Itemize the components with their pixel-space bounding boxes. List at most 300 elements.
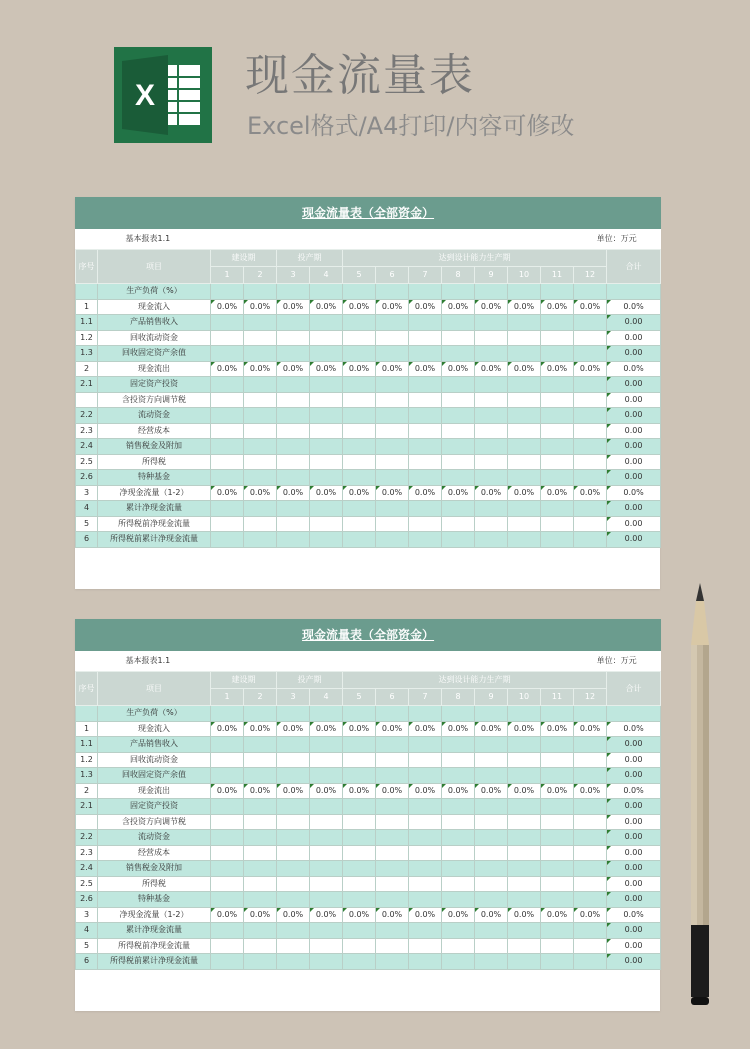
row-value-cell[interactable] — [541, 532, 574, 548]
row-value-cell[interactable] — [442, 346, 475, 362]
row-value-cell[interactable] — [409, 876, 442, 892]
row-value-cell[interactable] — [409, 768, 442, 784]
row-value-cell[interactable] — [508, 330, 541, 346]
row-value-cell[interactable] — [442, 408, 475, 424]
row-value-cell[interactable] — [508, 470, 541, 486]
row-value-cell[interactable] — [211, 408, 244, 424]
row-value-cell[interactable] — [376, 752, 409, 768]
row-value-cell[interactable]: 0.0% — [508, 721, 541, 737]
row-value-cell[interactable] — [277, 737, 310, 753]
row-value-cell[interactable] — [409, 516, 442, 532]
row-value-cell[interactable] — [244, 768, 277, 784]
row-value-cell[interactable] — [475, 954, 508, 970]
row-value-cell[interactable] — [508, 392, 541, 408]
row-value-cell[interactable] — [343, 346, 376, 362]
row-value-cell[interactable] — [475, 284, 508, 300]
row-value-cell[interactable] — [310, 814, 343, 830]
row-value-cell[interactable] — [442, 892, 475, 908]
row-value-cell[interactable] — [244, 830, 277, 846]
row-value-cell[interactable]: 0.0% — [211, 907, 244, 923]
row-value-cell[interactable]: 0.0% — [277, 361, 310, 377]
row-value-cell[interactable] — [277, 346, 310, 362]
row-value-cell[interactable]: 0.0% — [442, 361, 475, 377]
row-value-cell[interactable]: 0.0% — [541, 485, 574, 501]
row-value-cell[interactable] — [475, 861, 508, 877]
row-value-cell[interactable] — [541, 470, 574, 486]
row-value-cell[interactable] — [211, 377, 244, 393]
row-value-cell[interactable]: 0.0% — [574, 361, 607, 377]
row-value-cell[interactable] — [211, 768, 244, 784]
row-value-cell[interactable] — [541, 923, 574, 939]
row-value-cell[interactable] — [442, 814, 475, 830]
row-value-cell[interactable] — [244, 737, 277, 753]
row-value-cell[interactable]: 0.0% — [442, 907, 475, 923]
row-value-cell[interactable]: 0.0% — [277, 907, 310, 923]
row-value-cell[interactable]: 0.0% — [211, 361, 244, 377]
row-value-cell[interactable] — [475, 845, 508, 861]
row-value-cell[interactable]: 0.0% — [475, 361, 508, 377]
row-value-cell[interactable] — [409, 830, 442, 846]
row-value-cell[interactable]: 0.0% — [310, 361, 343, 377]
row-value-cell[interactable] — [475, 892, 508, 908]
row-value-cell[interactable] — [343, 737, 376, 753]
row-value-cell[interactable] — [574, 830, 607, 846]
row-value-cell[interactable] — [211, 954, 244, 970]
row-value-cell[interactable]: 0.0% — [277, 299, 310, 315]
row-value-cell[interactable] — [310, 845, 343, 861]
row-value-cell[interactable] — [277, 516, 310, 532]
row-value-cell[interactable] — [376, 814, 409, 830]
row-value-cell[interactable] — [409, 706, 442, 722]
row-value-cell[interactable] — [310, 408, 343, 424]
row-value-cell[interactable] — [409, 501, 442, 517]
row-value-cell[interactable] — [574, 845, 607, 861]
row-value-cell[interactable] — [442, 423, 475, 439]
row-value-cell[interactable] — [343, 845, 376, 861]
row-value-cell[interactable] — [211, 330, 244, 346]
row-value-cell[interactable] — [442, 737, 475, 753]
row-value-cell[interactable] — [277, 876, 310, 892]
row-value-cell[interactable] — [376, 799, 409, 815]
row-value-cell[interactable] — [310, 470, 343, 486]
row-value-cell[interactable] — [442, 752, 475, 768]
row-value-cell[interactable] — [475, 814, 508, 830]
row-value-cell[interactable] — [343, 315, 376, 331]
row-value-cell[interactable] — [244, 799, 277, 815]
row-value-cell[interactable]: 0.0% — [343, 299, 376, 315]
row-value-cell[interactable] — [343, 923, 376, 939]
row-value-cell[interactable] — [376, 845, 409, 861]
row-value-cell[interactable]: 0.0% — [244, 361, 277, 377]
row-value-cell[interactable] — [211, 799, 244, 815]
row-value-cell[interactable] — [277, 830, 310, 846]
row-value-cell[interactable] — [574, 768, 607, 784]
row-value-cell[interactable] — [310, 923, 343, 939]
row-value-cell[interactable] — [343, 377, 376, 393]
row-value-cell[interactable] — [211, 315, 244, 331]
row-value-cell[interactable] — [574, 346, 607, 362]
row-value-cell[interactable] — [277, 892, 310, 908]
row-value-cell[interactable] — [541, 876, 574, 892]
row-value-cell[interactable] — [508, 923, 541, 939]
row-value-cell[interactable] — [475, 923, 508, 939]
row-value-cell[interactable] — [508, 752, 541, 768]
row-value-cell[interactable] — [508, 814, 541, 830]
row-value-cell[interactable] — [541, 954, 574, 970]
row-value-cell[interactable] — [508, 532, 541, 548]
row-value-cell[interactable] — [508, 861, 541, 877]
row-value-cell[interactable] — [244, 845, 277, 861]
row-value-cell[interactable] — [310, 516, 343, 532]
row-value-cell[interactable] — [310, 439, 343, 455]
row-value-cell[interactable] — [277, 768, 310, 784]
row-value-cell[interactable] — [442, 439, 475, 455]
row-value-cell[interactable]: 0.0% — [475, 485, 508, 501]
row-value-cell[interactable] — [508, 377, 541, 393]
row-value-cell[interactable] — [409, 470, 442, 486]
row-value-cell[interactable] — [211, 423, 244, 439]
row-value-cell[interactable] — [244, 377, 277, 393]
row-value-cell[interactable] — [343, 501, 376, 517]
row-value-cell[interactable] — [574, 284, 607, 300]
row-value-cell[interactable]: 0.0% — [508, 361, 541, 377]
row-value-cell[interactable]: 0.0% — [574, 783, 607, 799]
row-value-cell[interactable] — [409, 346, 442, 362]
row-value-cell[interactable] — [508, 876, 541, 892]
row-value-cell[interactable] — [343, 768, 376, 784]
row-value-cell[interactable] — [244, 876, 277, 892]
row-value-cell[interactable] — [244, 516, 277, 532]
row-value-cell[interactable] — [277, 799, 310, 815]
row-value-cell[interactable] — [310, 501, 343, 517]
row-value-cell[interactable] — [211, 938, 244, 954]
row-value-cell[interactable] — [475, 532, 508, 548]
row-value-cell[interactable]: 0.0% — [508, 783, 541, 799]
row-value-cell[interactable] — [508, 501, 541, 517]
row-value-cell[interactable] — [574, 876, 607, 892]
row-value-cell[interactable] — [541, 315, 574, 331]
row-value-cell[interactable]: 0.0% — [343, 721, 376, 737]
row-value-cell[interactable]: 0.0% — [442, 299, 475, 315]
row-value-cell[interactable] — [244, 532, 277, 548]
row-value-cell[interactable] — [574, 799, 607, 815]
row-value-cell[interactable] — [244, 892, 277, 908]
row-value-cell[interactable] — [343, 423, 376, 439]
row-value-cell[interactable]: 0.0% — [343, 783, 376, 799]
row-value-cell[interactable] — [244, 501, 277, 517]
row-value-cell[interactable] — [310, 938, 343, 954]
row-value-cell[interactable]: 0.0% — [343, 485, 376, 501]
row-value-cell[interactable] — [541, 830, 574, 846]
row-value-cell[interactable] — [409, 532, 442, 548]
row-value-cell[interactable] — [343, 876, 376, 892]
row-value-cell[interactable] — [211, 861, 244, 877]
row-value-cell[interactable] — [475, 830, 508, 846]
row-value-cell[interactable]: 0.0% — [343, 361, 376, 377]
row-value-cell[interactable] — [574, 752, 607, 768]
row-value-cell[interactable] — [475, 501, 508, 517]
row-value-cell[interactable] — [409, 737, 442, 753]
row-value-cell[interactable] — [376, 454, 409, 470]
row-value-cell[interactable] — [244, 706, 277, 722]
row-value-cell[interactable] — [310, 954, 343, 970]
row-value-cell[interactable]: 0.0% — [310, 783, 343, 799]
row-value-cell[interactable]: 0.0% — [409, 907, 442, 923]
row-value-cell[interactable] — [376, 938, 409, 954]
row-value-cell[interactable] — [244, 470, 277, 486]
row-value-cell[interactable] — [376, 408, 409, 424]
row-value-cell[interactable] — [310, 284, 343, 300]
row-value-cell[interactable] — [574, 516, 607, 532]
row-value-cell[interactable] — [343, 830, 376, 846]
row-value-cell[interactable] — [376, 768, 409, 784]
row-value-cell[interactable]: 0.0% — [244, 783, 277, 799]
row-value-cell[interactable] — [211, 284, 244, 300]
row-value-cell[interactable] — [409, 938, 442, 954]
row-value-cell[interactable] — [376, 830, 409, 846]
row-value-cell[interactable]: 0.0% — [574, 907, 607, 923]
row-value-cell[interactable] — [508, 439, 541, 455]
row-value-cell[interactable] — [409, 799, 442, 815]
row-value-cell[interactable] — [409, 439, 442, 455]
row-value-cell[interactable] — [442, 470, 475, 486]
row-value-cell[interactable] — [277, 392, 310, 408]
row-value-cell[interactable] — [442, 861, 475, 877]
row-value-cell[interactable] — [541, 377, 574, 393]
row-value-cell[interactable] — [277, 439, 310, 455]
row-value-cell[interactable]: 0.0% — [508, 299, 541, 315]
row-value-cell[interactable] — [409, 377, 442, 393]
row-value-cell[interactable]: 0.0% — [475, 907, 508, 923]
row-value-cell[interactable] — [211, 501, 244, 517]
row-value-cell[interactable] — [211, 454, 244, 470]
row-value-cell[interactable] — [277, 315, 310, 331]
row-value-cell[interactable] — [409, 408, 442, 424]
row-value-cell[interactable] — [442, 501, 475, 517]
row-value-cell[interactable] — [211, 439, 244, 455]
row-value-cell[interactable] — [343, 408, 376, 424]
row-value-cell[interactable] — [376, 876, 409, 892]
row-value-cell[interactable] — [442, 284, 475, 300]
row-value-cell[interactable] — [277, 752, 310, 768]
row-value-cell[interactable] — [475, 470, 508, 486]
row-value-cell[interactable]: 0.0% — [409, 299, 442, 315]
row-value-cell[interactable] — [409, 315, 442, 331]
row-value-cell[interactable] — [211, 892, 244, 908]
row-value-cell[interactable] — [442, 954, 475, 970]
row-value-cell[interactable] — [310, 454, 343, 470]
row-value-cell[interactable] — [343, 814, 376, 830]
row-value-cell[interactable] — [244, 861, 277, 877]
row-value-cell[interactable] — [442, 830, 475, 846]
row-value-cell[interactable] — [409, 845, 442, 861]
row-value-cell[interactable] — [442, 454, 475, 470]
row-value-cell[interactable] — [574, 408, 607, 424]
row-value-cell[interactable] — [244, 346, 277, 362]
row-value-cell[interactable] — [409, 423, 442, 439]
row-value-cell[interactable]: 0.0% — [310, 721, 343, 737]
row-value-cell[interactable] — [211, 814, 244, 830]
row-value-cell[interactable] — [541, 938, 574, 954]
row-value-cell[interactable] — [541, 768, 574, 784]
row-value-cell[interactable] — [343, 392, 376, 408]
row-value-cell[interactable]: 0.0% — [475, 721, 508, 737]
row-value-cell[interactable]: 0.0% — [211, 485, 244, 501]
row-value-cell[interactable] — [508, 516, 541, 532]
row-value-cell[interactable] — [574, 737, 607, 753]
row-value-cell[interactable]: 0.0% — [475, 783, 508, 799]
row-value-cell[interactable] — [343, 330, 376, 346]
row-value-cell[interactable] — [244, 814, 277, 830]
row-value-cell[interactable]: 0.0% — [211, 299, 244, 315]
row-value-cell[interactable] — [508, 845, 541, 861]
row-value-cell[interactable]: 0.0% — [277, 783, 310, 799]
row-value-cell[interactable] — [541, 845, 574, 861]
row-value-cell[interactable] — [574, 954, 607, 970]
row-value-cell[interactable] — [475, 439, 508, 455]
row-value-cell[interactable] — [244, 330, 277, 346]
row-value-cell[interactable] — [376, 892, 409, 908]
row-value-cell[interactable] — [211, 532, 244, 548]
row-value-cell[interactable] — [310, 876, 343, 892]
row-value-cell[interactable] — [376, 392, 409, 408]
row-value-cell[interactable] — [244, 938, 277, 954]
row-value-cell[interactable] — [475, 938, 508, 954]
row-value-cell[interactable] — [508, 284, 541, 300]
row-value-cell[interactable] — [442, 377, 475, 393]
row-value-cell[interactable] — [541, 439, 574, 455]
row-value-cell[interactable] — [277, 814, 310, 830]
row-value-cell[interactable]: 0.0% — [244, 721, 277, 737]
row-value-cell[interactable] — [211, 392, 244, 408]
row-value-cell[interactable] — [277, 284, 310, 300]
row-value-cell[interactable]: 0.0% — [376, 485, 409, 501]
row-value-cell[interactable] — [376, 330, 409, 346]
row-value-cell[interactable] — [541, 861, 574, 877]
row-value-cell[interactable] — [574, 501, 607, 517]
row-value-cell[interactable]: 0.0% — [508, 485, 541, 501]
row-value-cell[interactable]: 0.0% — [541, 299, 574, 315]
row-value-cell[interactable] — [442, 330, 475, 346]
row-value-cell[interactable] — [211, 706, 244, 722]
row-value-cell[interactable] — [376, 470, 409, 486]
row-value-cell[interactable] — [376, 315, 409, 331]
row-value-cell[interactable]: 0.0% — [211, 783, 244, 799]
row-value-cell[interactable] — [343, 954, 376, 970]
row-value-cell[interactable] — [508, 346, 541, 362]
row-value-cell[interactable] — [508, 454, 541, 470]
row-value-cell[interactable] — [442, 706, 475, 722]
row-value-cell[interactable]: 0.0% — [310, 299, 343, 315]
row-value-cell[interactable] — [409, 892, 442, 908]
row-value-cell[interactable] — [211, 830, 244, 846]
row-value-cell[interactable] — [211, 470, 244, 486]
row-value-cell[interactable] — [277, 330, 310, 346]
row-value-cell[interactable] — [310, 377, 343, 393]
row-value-cell[interactable]: 0.0% — [442, 721, 475, 737]
row-value-cell[interactable] — [541, 392, 574, 408]
row-value-cell[interactable] — [541, 814, 574, 830]
row-value-cell[interactable] — [475, 876, 508, 892]
row-value-cell[interactable] — [508, 938, 541, 954]
row-value-cell[interactable] — [343, 454, 376, 470]
row-value-cell[interactable] — [409, 752, 442, 768]
row-value-cell[interactable]: 0.0% — [343, 907, 376, 923]
row-value-cell[interactable] — [475, 516, 508, 532]
row-value-cell[interactable] — [541, 892, 574, 908]
row-value-cell[interactable] — [508, 423, 541, 439]
row-value-cell[interactable] — [442, 516, 475, 532]
row-value-cell[interactable]: 0.0% — [376, 907, 409, 923]
row-value-cell[interactable] — [475, 706, 508, 722]
row-value-cell[interactable] — [442, 876, 475, 892]
row-value-cell[interactable] — [244, 752, 277, 768]
row-value-cell[interactable] — [409, 454, 442, 470]
row-value-cell[interactable] — [541, 799, 574, 815]
row-value-cell[interactable]: 0.0% — [541, 907, 574, 923]
row-value-cell[interactable] — [277, 501, 310, 517]
row-value-cell[interactable] — [244, 423, 277, 439]
row-value-cell[interactable] — [442, 923, 475, 939]
row-value-cell[interactable] — [244, 454, 277, 470]
row-value-cell[interactable] — [541, 330, 574, 346]
row-value-cell[interactable] — [310, 423, 343, 439]
row-value-cell[interactable] — [541, 454, 574, 470]
row-value-cell[interactable] — [475, 454, 508, 470]
row-value-cell[interactable] — [409, 284, 442, 300]
row-value-cell[interactable] — [310, 737, 343, 753]
row-value-cell[interactable] — [244, 923, 277, 939]
row-value-cell[interactable] — [376, 284, 409, 300]
row-value-cell[interactable] — [574, 330, 607, 346]
row-value-cell[interactable] — [376, 954, 409, 970]
row-value-cell[interactable] — [211, 845, 244, 861]
row-value-cell[interactable] — [475, 768, 508, 784]
row-value-cell[interactable] — [310, 752, 343, 768]
row-value-cell[interactable] — [574, 706, 607, 722]
row-value-cell[interactable] — [376, 377, 409, 393]
row-value-cell[interactable] — [541, 423, 574, 439]
row-value-cell[interactable] — [343, 752, 376, 768]
row-value-cell[interactable] — [310, 799, 343, 815]
row-value-cell[interactable] — [541, 346, 574, 362]
row-value-cell[interactable] — [508, 315, 541, 331]
row-value-cell[interactable] — [508, 892, 541, 908]
row-value-cell[interactable] — [475, 392, 508, 408]
row-value-cell[interactable] — [277, 706, 310, 722]
row-value-cell[interactable] — [508, 706, 541, 722]
row-value-cell[interactable] — [211, 516, 244, 532]
row-value-cell[interactable] — [508, 830, 541, 846]
row-value-cell[interactable] — [376, 501, 409, 517]
row-value-cell[interactable] — [343, 532, 376, 548]
row-value-cell[interactable] — [211, 737, 244, 753]
row-value-cell[interactable] — [277, 845, 310, 861]
row-value-cell[interactable]: 0.0% — [475, 299, 508, 315]
row-value-cell[interactable] — [277, 938, 310, 954]
row-value-cell[interactable] — [409, 861, 442, 877]
row-value-cell[interactable]: 0.0% — [508, 907, 541, 923]
row-value-cell[interactable] — [508, 954, 541, 970]
row-value-cell[interactable] — [310, 892, 343, 908]
row-value-cell[interactable]: 0.0% — [574, 485, 607, 501]
row-value-cell[interactable]: 0.0% — [574, 721, 607, 737]
row-value-cell[interactable] — [277, 408, 310, 424]
row-value-cell[interactable] — [277, 954, 310, 970]
row-value-cell[interactable] — [376, 439, 409, 455]
row-value-cell[interactable]: 0.0% — [409, 783, 442, 799]
row-value-cell[interactable] — [277, 923, 310, 939]
